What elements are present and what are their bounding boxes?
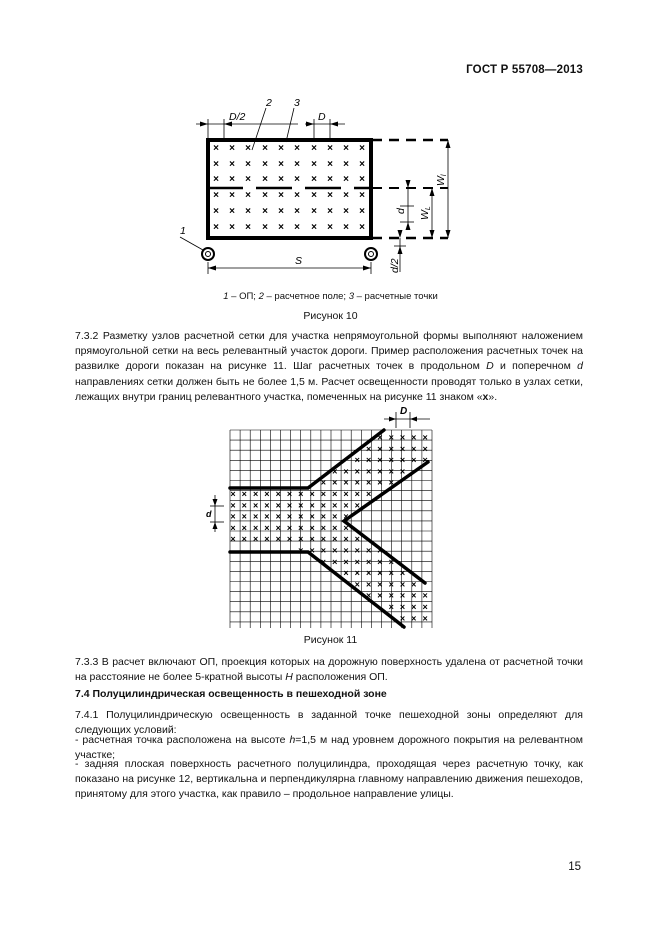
- paragraph-7-4-1-item-2: - задняя плоская поверхность расчетного полуцилиндра, проходящая через расчетную точку, как показано на рисунке 12, вертикальна и перпендикулярна главному направлению движения пешеходов, принятому для этого участка, как правило – продольное направление улицы.: [75, 758, 583, 801]
- figure-10-title: Рисунок 10: [303, 310, 358, 322]
- label-d-half: d/2: [389, 258, 401, 273]
- calc-point: ×: [343, 466, 349, 477]
- calc-point: ×: [252, 511, 259, 522]
- calc-point: ×: [332, 522, 338, 533]
- calc-point: ×: [286, 500, 293, 511]
- paragraph-7-4-1-intro: 7.4.1 Полуцилиндрическую освещенность в заданной точке пешеходной зоны определяют для следующих условий:: [75, 709, 583, 737]
- calc-point: ×: [320, 511, 327, 522]
- label-Wl: Wl: [435, 174, 448, 186]
- calc-point: ×: [343, 511, 349, 522]
- calc-point: ×: [278, 143, 284, 154]
- calc-point: ×: [252, 522, 259, 533]
- calc-point: ×: [229, 143, 235, 154]
- road-boundaries: [230, 430, 428, 627]
- calc-point: ×: [365, 556, 372, 567]
- calc-point: ×: [286, 522, 293, 533]
- calc-point: ×: [359, 159, 365, 170]
- label-WL: WL: [419, 206, 432, 220]
- calc-point: ×: [332, 489, 338, 499]
- calc-point: ×: [365, 590, 372, 601]
- calc-point: ×: [411, 443, 417, 454]
- calc-point: ×: [264, 522, 270, 533]
- calc-point: ×: [262, 222, 268, 233]
- calc-point: ×: [377, 455, 383, 466]
- calc-point: ×: [332, 466, 338, 477]
- calc-point: ×: [354, 579, 360, 590]
- calc-point: ×: [309, 511, 315, 522]
- section-7-4-heading: 7.4 Полуцилиндрическая освещенность в пешеходной зоне: [75, 688, 387, 700]
- calc-point: ×: [327, 206, 333, 217]
- calc-point: ×: [245, 143, 251, 154]
- calc-point: ×: [286, 534, 293, 545]
- calc-point: ×: [365, 455, 372, 466]
- calc-point: ×: [377, 432, 383, 443]
- calc-point: ×: [343, 222, 349, 233]
- calc-point: ×: [327, 174, 333, 185]
- calc-point: ×: [230, 511, 236, 522]
- paragraph-7-3-2: 7.3.2 Разметку узлов расчетной сетки для участка непрямоугольной формы выполняют наложением прямоугольной сетки на весь релевантный участок дороги. Пример расположения расчетных точек на развилке дороги показан на рисунке 11. Шаг расчетных точек в продольном D и поперечном d направлениях сетки должен быть не более 1,5 м. Расчет освещенности проводят только в узлах сетки, лежащих внутри границ релевантного участка, помеченных на рисунке 11 знаком «x».: [75, 330, 583, 403]
- calc-point: ×: [388, 602, 394, 612]
- calc-point: ×: [422, 590, 428, 601]
- calc-point: ×: [377, 556, 383, 567]
- calc-point: ×: [411, 613, 417, 624]
- calc-point: ×: [422, 432, 428, 443]
- calc-point: ×: [377, 443, 383, 454]
- calc-point: ×: [343, 534, 349, 545]
- label-1: 1: [180, 225, 186, 237]
- calc-point: ×: [365, 568, 372, 579]
- calc-point: ×: [213, 190, 219, 201]
- calc-point: ×: [294, 174, 300, 185]
- calc-point: ×: [343, 159, 349, 170]
- calc-point: ×: [388, 590, 394, 601]
- calc-point: ×: [327, 143, 333, 154]
- calc-point: ×: [245, 222, 251, 233]
- calc-point: ×: [275, 500, 281, 511]
- calc-point: ×: [388, 477, 394, 488]
- calc-point: ×: [213, 222, 219, 233]
- calc-point: ×: [275, 522, 281, 533]
- calc-point: ×: [294, 222, 300, 233]
- calc-point: ×: [377, 545, 383, 556]
- calc-point: ×: [229, 222, 235, 233]
- page-number: 15: [568, 861, 581, 873]
- calc-point: ×: [311, 222, 317, 233]
- calc-point: ×: [354, 545, 360, 556]
- calc-point: ×: [377, 579, 383, 590]
- calc-point: ×: [332, 511, 338, 522]
- calc-point: ×: [327, 190, 333, 201]
- calc-point: ×: [278, 174, 284, 185]
- calc-point: ×: [354, 500, 360, 511]
- calc-point: ×: [264, 534, 270, 545]
- calc-point: ×: [343, 556, 349, 567]
- calc-point: ×: [399, 466, 406, 477]
- calc-point: ×: [230, 522, 236, 533]
- calc-point: ×: [365, 443, 372, 454]
- calc-point: ×: [354, 455, 360, 466]
- calc-point: ×: [309, 545, 315, 556]
- calc-point: ×: [241, 511, 247, 522]
- calc-point: ×: [245, 206, 251, 217]
- calc-point: ×: [354, 568, 360, 579]
- calc-point: ×: [294, 159, 300, 170]
- calc-point: ×: [245, 159, 251, 170]
- calc-point: ×: [377, 466, 383, 477]
- calc-point: ×: [359, 206, 365, 217]
- calc-point: ×: [320, 477, 327, 488]
- calc-point: ×: [309, 489, 315, 499]
- label-d: d: [395, 208, 407, 214]
- calc-point: ×: [411, 590, 417, 601]
- calc-point: ×: [343, 545, 349, 556]
- calc-point: ×: [411, 602, 417, 612]
- calc-point: ×: [213, 206, 219, 217]
- calc-point: ×: [230, 534, 236, 545]
- calc-point: ×: [320, 556, 327, 567]
- calc-point: ×: [365, 466, 372, 477]
- calc-point: ×: [241, 534, 247, 545]
- calc-point: ×: [359, 222, 365, 233]
- calc-point: ×: [320, 545, 327, 556]
- calc-point: ×: [275, 534, 281, 545]
- calc-point: ×: [275, 489, 281, 499]
- calc-point: ×: [343, 174, 349, 185]
- calc-point: ×: [320, 500, 327, 511]
- calc-point: ×: [275, 511, 281, 522]
- paragraph-7-4-1-item-1: - расчетная точка расположена на высоте h=1,5 м над уровнем дорожного покрытия на релевантном участке;: [75, 734, 583, 762]
- calc-point: ×: [294, 190, 300, 201]
- calc-point: ×: [245, 190, 251, 201]
- calc-point: ×: [365, 545, 372, 556]
- calc-point: ×: [399, 613, 406, 624]
- calc-point: ×: [354, 489, 360, 499]
- calc-point: ×: [252, 534, 259, 545]
- label-d-half-top: D/2: [229, 111, 246, 123]
- calc-point: ×: [377, 477, 383, 488]
- calc-point: ×: [241, 522, 247, 533]
- calc-point: ×: [399, 579, 406, 590]
- calc-point: ×: [411, 432, 417, 443]
- calc-point: ×: [309, 522, 315, 533]
- calc-point: ×: [298, 511, 304, 522]
- calc-point: ×: [230, 500, 236, 511]
- calc-point: ×: [286, 489, 293, 499]
- calc-point: ×: [298, 522, 304, 533]
- calc-point: ×: [388, 455, 394, 466]
- calc-point: ×: [354, 534, 360, 545]
- calc-point: ×: [213, 143, 219, 154]
- calc-point: ×: [343, 500, 349, 511]
- calc-point: ×: [298, 489, 304, 499]
- figure-11-title: Рисунок 11: [303, 634, 358, 646]
- calc-point: ×: [332, 534, 338, 545]
- calc-point: ×: [262, 174, 268, 185]
- document-header: ГОСТ Р 55708—2013: [466, 64, 583, 76]
- calc-point: ×: [343, 489, 349, 499]
- label-D: D: [400, 406, 408, 417]
- calc-point: ×: [264, 511, 270, 522]
- calc-point: ×: [320, 534, 327, 545]
- calc-point: ×: [377, 590, 383, 601]
- calc-point: ×: [343, 522, 349, 533]
- calc-point: ×: [388, 556, 394, 567]
- calc-point: ×: [332, 500, 338, 511]
- calc-point: ×: [359, 143, 365, 154]
- calc-point: ×: [230, 489, 236, 499]
- label-2: 2: [266, 97, 272, 109]
- calc-point: ×: [311, 174, 317, 185]
- calc-point: ×: [278, 190, 284, 201]
- calc-point: ×: [245, 174, 251, 185]
- calc-point: ×: [343, 190, 349, 201]
- calc-point: ×: [399, 568, 406, 579]
- calc-point: ×: [422, 443, 428, 454]
- calc-point: ×: [327, 159, 333, 170]
- calc-point: ×: [332, 545, 338, 556]
- calc-point: ×: [399, 443, 406, 454]
- calc-point: ×: [213, 159, 219, 170]
- calc-point: ×: [311, 190, 317, 201]
- calc-point: ×: [294, 143, 300, 154]
- calc-point: ×: [311, 159, 317, 170]
- calc-point: ×: [411, 579, 417, 590]
- calc-point: ×: [332, 556, 338, 567]
- calc-point: ×: [229, 174, 235, 185]
- calc-point: ×: [399, 590, 406, 601]
- calc-point: ×: [298, 500, 304, 511]
- calc-point: ×: [365, 579, 372, 590]
- calc-point: ×: [399, 432, 406, 443]
- label-D-top: D: [318, 111, 326, 123]
- calc-point: ×: [278, 159, 284, 170]
- calc-point: ×: [359, 190, 365, 201]
- calc-point: ×: [388, 579, 394, 590]
- calc-point: ×: [229, 190, 235, 201]
- calc-point: ×: [264, 500, 270, 511]
- calculation-points: [230, 433, 427, 624]
- calc-point: ×: [213, 174, 219, 185]
- calc-point: ×: [309, 500, 315, 511]
- calc-point: ×: [388, 568, 394, 579]
- figure-10-legend: 1 – ОП; 2 – расчетное поле; 3 – расчетные точки: [223, 291, 438, 302]
- calc-point: ×: [327, 222, 333, 233]
- calc-point: ×: [354, 466, 360, 477]
- calc-point: ×: [388, 443, 394, 454]
- calc-point: ×: [294, 206, 300, 217]
- calc-point: ×: [422, 455, 428, 466]
- calc-point: ×: [388, 432, 394, 443]
- calc-point: ×: [359, 174, 365, 185]
- calc-point: ×: [320, 489, 327, 499]
- calc-point: ×: [354, 477, 360, 488]
- calc-point: ×: [343, 143, 349, 154]
- calc-point: ×: [343, 477, 349, 488]
- calc-point: ×: [343, 568, 349, 579]
- calc-point: ×: [365, 477, 372, 488]
- calc-point: ×: [229, 159, 235, 170]
- calc-point: ×: [252, 500, 259, 511]
- calc-point: ×: [311, 206, 317, 217]
- calc-point: ×: [399, 602, 406, 612]
- calc-point: ×: [399, 455, 406, 466]
- calc-point: ×: [278, 222, 284, 233]
- calc-point: ×: [241, 489, 247, 499]
- calc-point: ×: [320, 522, 327, 533]
- calc-point: ×: [343, 206, 349, 217]
- calc-point: ×: [311, 143, 317, 154]
- calc-point: ×: [241, 500, 247, 511]
- calc-point: ×: [354, 556, 360, 567]
- calc-point: ×: [365, 489, 372, 499]
- calc-point: ×: [252, 489, 259, 499]
- label-S: S: [295, 255, 303, 267]
- calc-point: ×: [264, 489, 270, 499]
- calc-point: ×: [262, 206, 268, 217]
- calc-point: ×: [229, 206, 235, 217]
- paragraph-7-3-3: 7.3.3 В расчет включают ОП, проекция которых на дорожную поверхность удалена от расчетной точки на расстояние не более 5-кратной высоты H расположения ОП.: [75, 656, 583, 684]
- calc-point: ×: [298, 545, 304, 556]
- label-3: 3: [294, 97, 300, 109]
- calc-point: ×: [286, 511, 293, 522]
- calc-point: ×: [278, 206, 284, 217]
- calc-point: ×: [388, 466, 394, 477]
- calc-point: ×: [377, 568, 383, 579]
- calc-point: ×: [422, 613, 428, 624]
- calc-point: ×: [309, 534, 315, 545]
- calc-point: ×: [411, 455, 417, 466]
- calc-point: ×: [332, 477, 338, 488]
- label-d: d: [206, 509, 212, 519]
- calc-point: ×: [262, 190, 268, 201]
- calc-point: ×: [298, 534, 304, 545]
- calc-point: ×: [262, 159, 268, 170]
- calc-point: ×: [422, 602, 428, 612]
- calc-point: ×: [262, 143, 268, 154]
